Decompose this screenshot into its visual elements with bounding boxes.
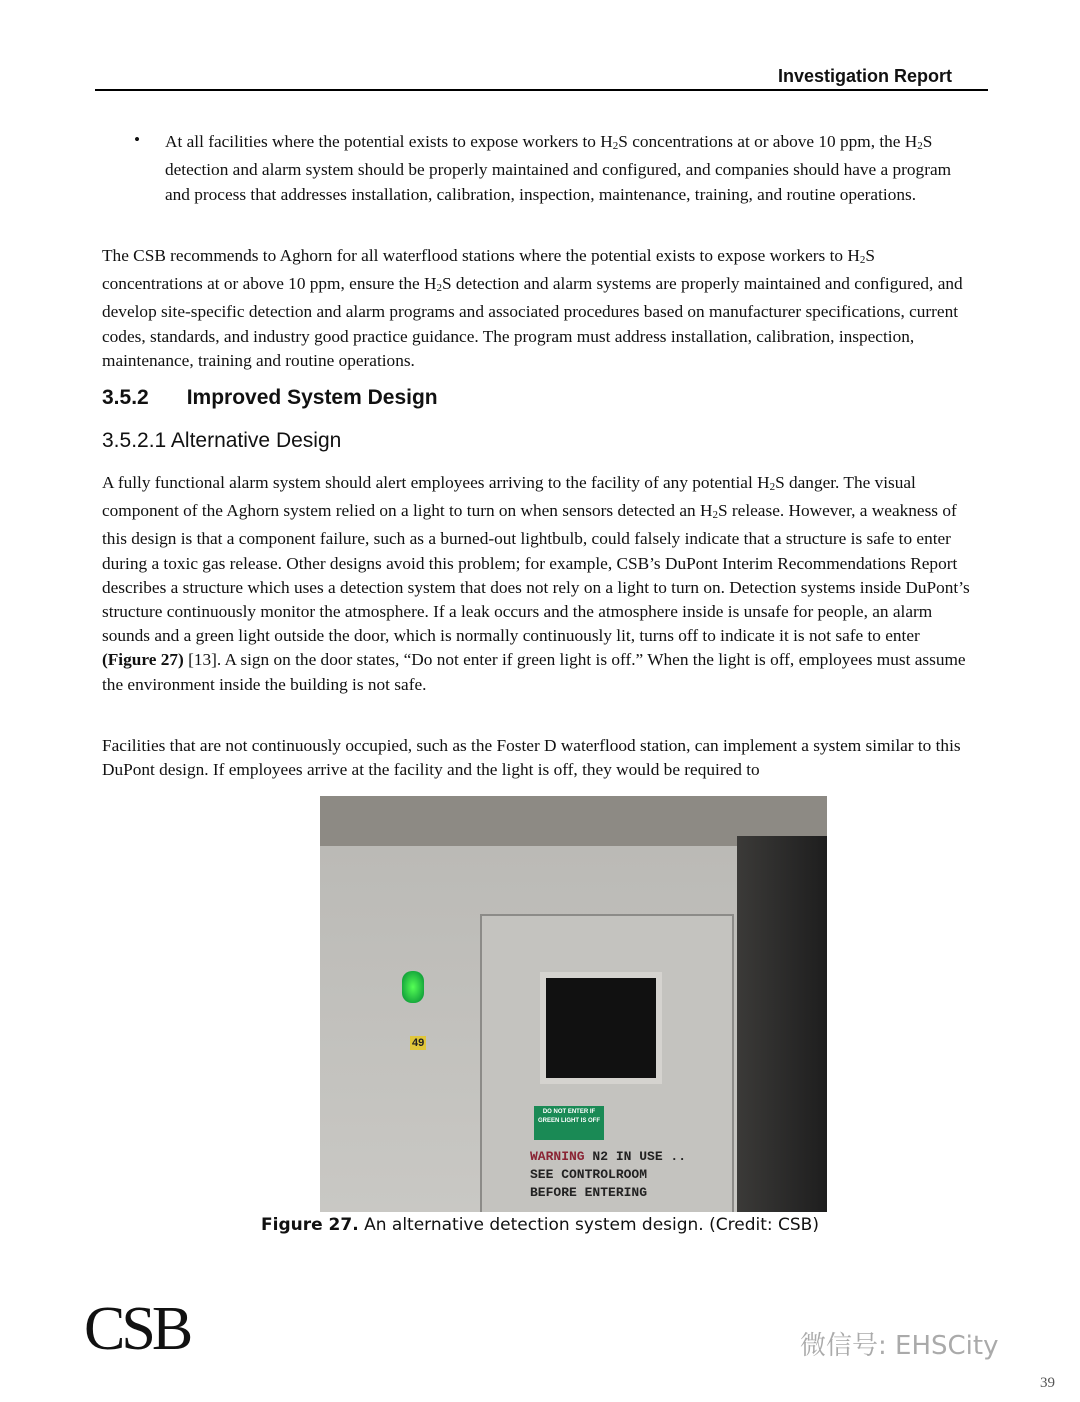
page-number: 39 [1040,1375,1055,1391]
figure-caption: Figure 27. An alternative detection system design. (Credit: CSB) [261,1215,819,1235]
facilities-paragraph: Facilities that are not continuously occupied, such as the Foster D waterflood station, can implement a system similar to this DuPont design. If employees arrive at the facility and the light is off, they would be required to [102,736,961,780]
label-49: 49 [412,1037,425,1049]
subsection-heading: 3.5.2.1 Alternative Design [102,429,342,452]
door-window [540,972,662,1084]
figure-photo [320,796,827,1212]
bullet-marker: • [134,130,141,149]
section-heading: 3.5.2 Improved System Design [102,386,438,409]
warning-stencil: WARNING N2 IN USE .. SEE CONTROLROOM BEFORE ENTERING [530,1149,687,1200]
door-sign: DO NOT ENTER IF GREEN LIGHT IS OFF [534,1106,604,1140]
wechat-watermark: 微信号: EHSCity [800,1331,999,1361]
alternative-design-paragraph: A fully functional alarm system should alert employees arriving to the facility of any potential $H_2S$ danger. The visual component of the Aghorn system relied on a light to turn on when sensors detected an $H_2S$ release. However, a weakness of this design is that a component failure, such as a burned-out lightbulb, could falsely indicate that a structure is safe to enter during a toxic gas release. Other designs avoid this problem; for example, CSB’s DuPont Interim Recommendations Report describes a structure which uses a detection system that does not rely on a light to turn on. Detection systems inside DuPont’s structure continuously monitor the atmosphere. If a leak occurs and the atmosphere inside is unsafe for people, an alarm sounds and a green light outside the door, which is normally continuously lit, turns off to indicate it is not safe to enter (Figure 27) [13]. A sign on the door states, “Do not enter if green light is off.” When the light is off, employees must assume the environment inside the building is not safe. [102,473,970,694]
bullet-text: At all facilities where the potential exists to expose workers to $H_2S$ concentrations at or above 10 ppm, the $H_2S$ detection and alarm system should be properly maintained and configured, and companies should have a program and process that addresses installation, calibration, inspection, maintenance, training, and routine operations. [165,132,952,204]
csb-logo: CSB [84,1295,190,1363]
recommendation-paragraph: The CSB recommends to Aghorn for all waterflood stations where the potential exists to expose workers to $H_2S$ concentrations at or above 10 ppm, ensure the $H_2S$ detection and alarm systems are properly maintained and configured, and develop site-specific detection and alarm programs and associated procedures based on manufacturer specifications, current codes, standards, and industry good practice guidance. The program must address installation, calibration, inspection, maintenance, training and routine operations. [102,246,963,370]
photo-background-structure [737,836,827,1212]
header-rule [95,89,988,91]
running-header: Investigation Report [778,66,953,86]
green-light-icon [402,971,424,1003]
photo-door [480,914,734,1212]
